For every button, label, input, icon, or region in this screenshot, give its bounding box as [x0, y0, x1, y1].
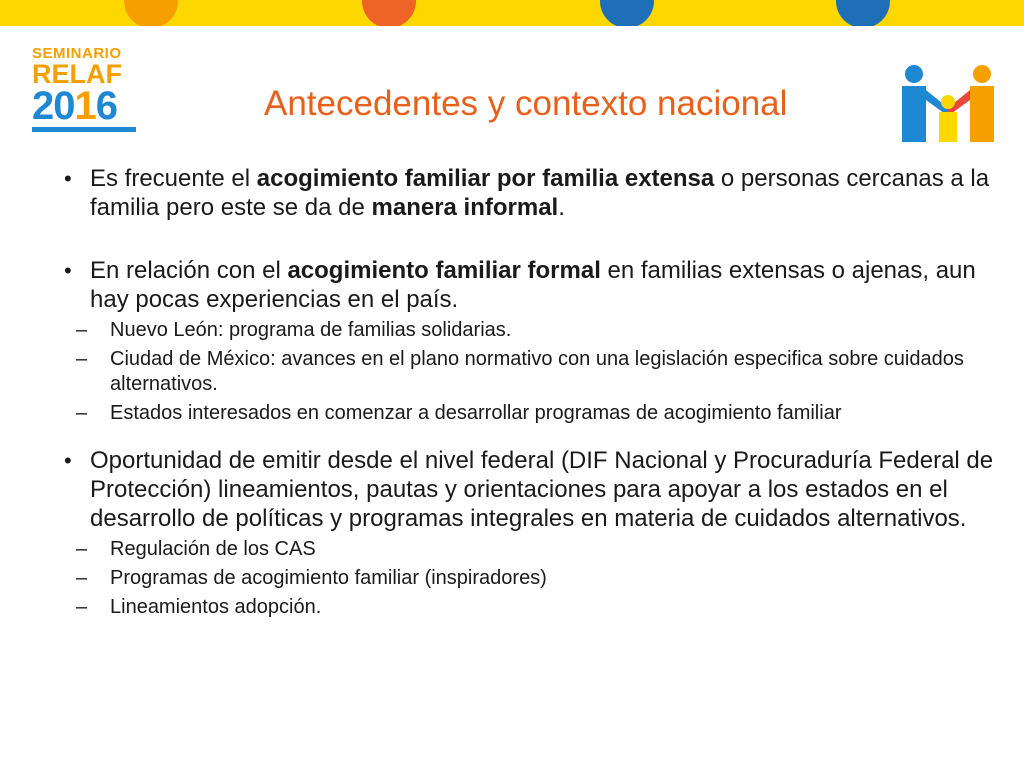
bullet-marker: • — [64, 258, 72, 283]
dash-marker: – — [76, 567, 88, 589]
text-segment: Es frecuente el — [90, 165, 257, 192]
dash-marker: – — [76, 538, 88, 560]
dash-marker: – — [76, 348, 88, 370]
logo-line1: SEMINARIO — [32, 45, 122, 62]
bullet-text — [90, 257, 976, 313]
sub-item-text: Lineamientos adopción. — [110, 596, 322, 618]
family-icon — [898, 64, 998, 144]
bullet-item — [64, 256, 1004, 314]
band-dot-red — [362, 0, 416, 26]
text-segment-bold: acogimiento familiar por familia extensa — [256, 165, 715, 192]
sub-item-text: Nuevo León: programa de familias solidarias. — [110, 319, 512, 341]
logo-year-digit: 1 — [74, 84, 96, 128]
band-dot-orange — [124, 0, 178, 26]
dash-marker: – — [76, 319, 88, 341]
sub-item-text: Ciudad de México: avances en el plano normativo con una legislación especifica sobre cuidados alternativos. — [110, 348, 964, 395]
bullet-marker: • — [64, 166, 72, 191]
text-segment: . — [558, 194, 565, 221]
bullet-item — [64, 164, 1004, 222]
sub-item — [64, 347, 1004, 397]
text-segment-bold: manera informal — [371, 194, 559, 221]
sub-item-text: Programas de acogimiento familiar (inspiradores) — [110, 567, 547, 589]
band-dot-blue-2 — [836, 0, 890, 26]
slide-title: Antecedentes y contexto nacional — [264, 84, 788, 123]
bullet-text: Oportunidad de emitir desde el nivel federal (DIF Nacional y Procuraduría Federal de Protección) lineamientos, pautas y orientaciones para apoyar a los estados en el desarrollo de políticas y programas integrales en materia de cuidados alternativos. — [90, 447, 994, 532]
text-segment-bold: acogimiento familiar formal — [287, 257, 601, 284]
logo-year-digit: 2 — [32, 84, 54, 128]
sub-item — [64, 566, 1004, 591]
sub-item — [64, 401, 1004, 426]
dash-marker: – — [76, 596, 88, 618]
dash-marker: – — [76, 402, 88, 424]
sub-item — [64, 537, 1004, 562]
logo-year-digit: 0 — [53, 84, 75, 128]
slide-body — [64, 164, 1004, 620]
text-segment: en familias extensas o ajenas, aun hay pocas experiencias en el país. — [90, 257, 976, 313]
seminario-relaf-logo — [32, 46, 142, 142]
logo-year-digit: 6 — [95, 84, 117, 128]
bullet-item — [64, 446, 1004, 533]
sub-item — [64, 595, 1004, 620]
sub-item-text: Regulación de los CAS — [110, 538, 316, 560]
sub-item-text: Estados interesados en comenzar a desarrollar programas de acogimiento familiar — [110, 402, 842, 424]
logo-year — [32, 84, 142, 128]
text-segment: En relación con el — [90, 257, 288, 284]
text-segment: o personas cercanas a la familia pero este se da de — [90, 165, 990, 221]
band-dot-blue — [600, 0, 654, 26]
logo-line2: RELAF — [32, 59, 122, 89]
top-decorative-band — [0, 0, 1024, 26]
sub-item — [64, 318, 1004, 343]
bullet-marker: • — [64, 448, 72, 473]
bullet-text — [90, 165, 989, 221]
